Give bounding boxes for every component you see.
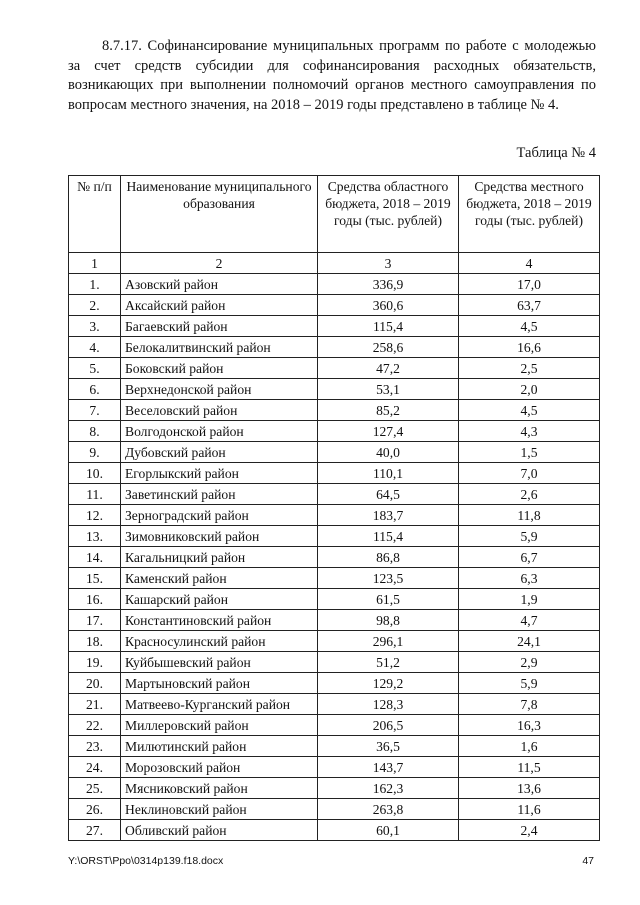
row-number: 14.: [69, 547, 121, 568]
column-index-row: [69, 253, 600, 274]
regional-budget-value: 258,6: [318, 337, 459, 358]
regional-budget-value: 336,9: [318, 274, 459, 295]
regional-budget-value: 360,6: [318, 295, 459, 316]
row-number: 25.: [69, 778, 121, 799]
table-caption: Таблица № 4: [516, 145, 596, 161]
row-number: 20.: [69, 673, 121, 694]
local-budget-value: 2,9: [459, 652, 600, 673]
header-regional: Средства областного бюджета, 2018 – 2019 годы (тыс. рублей): [318, 176, 459, 253]
regional-budget-value: 123,5: [318, 568, 459, 589]
regional-budget-value: 128,3: [318, 694, 459, 715]
header-name: Наименование муниципального образования: [121, 176, 318, 253]
local-budget-value: 6,3: [459, 568, 600, 589]
district-name: Азовский район: [121, 274, 318, 295]
district-name: Багаевский район: [121, 316, 318, 337]
regional-budget-value: 47,2: [318, 358, 459, 379]
regional-budget-value: 115,4: [318, 316, 459, 337]
local-budget-value: 7,8: [459, 694, 600, 715]
table-row: [69, 568, 600, 589]
row-number: 4.: [69, 337, 121, 358]
funding-table: [68, 175, 600, 841]
district-name: Боковский район: [121, 358, 318, 379]
local-budget-value: 1,5: [459, 442, 600, 463]
row-number: 13.: [69, 526, 121, 547]
row-number: 1.: [69, 274, 121, 295]
local-budget-value: 16,3: [459, 715, 600, 736]
regional-budget-value: 183,7: [318, 505, 459, 526]
row-number: 16.: [69, 589, 121, 610]
row-number: 19.: [69, 652, 121, 673]
regional-budget-value: 115,4: [318, 526, 459, 547]
regional-budget-value: 206,5: [318, 715, 459, 736]
local-budget-value: 5,9: [459, 526, 600, 547]
table-row: [69, 505, 600, 526]
row-number: 18.: [69, 631, 121, 652]
district-name: Зерноградский район: [121, 505, 318, 526]
regional-budget-value: 296,1: [318, 631, 459, 652]
row-number: 15.: [69, 568, 121, 589]
table-row: [69, 484, 600, 505]
local-budget-value: 1,6: [459, 736, 600, 757]
row-number: 26.: [69, 799, 121, 820]
district-name: Аксайский район: [121, 295, 318, 316]
regional-budget-value: 61,5: [318, 589, 459, 610]
row-number: 21.: [69, 694, 121, 715]
regional-budget-value: 53,1: [318, 379, 459, 400]
row-number: 23.: [69, 736, 121, 757]
district-name: Белокалитвинский район: [121, 337, 318, 358]
row-number: 17.: [69, 610, 121, 631]
table-row: [69, 400, 600, 421]
district-name: Верхнедонской район: [121, 379, 318, 400]
regional-budget-value: 36,5: [318, 736, 459, 757]
row-number: 11.: [69, 484, 121, 505]
table-row: [69, 736, 600, 757]
table-row: [69, 820, 600, 841]
table-row: [69, 442, 600, 463]
district-name: Заветинский район: [121, 484, 318, 505]
regional-budget-value: 64,5: [318, 484, 459, 505]
local-budget-value: 11,6: [459, 799, 600, 820]
regional-budget-value: 98,8: [318, 610, 459, 631]
row-number: 8.: [69, 421, 121, 442]
district-name: Дубовский район: [121, 442, 318, 463]
row-number: 2.: [69, 295, 121, 316]
table-row: [69, 673, 600, 694]
district-name: Зимовниковский район: [121, 526, 318, 547]
page-number: 47: [582, 855, 594, 867]
table-row: [69, 631, 600, 652]
local-budget-value: 63,7: [459, 295, 600, 316]
district-name: Обливский район: [121, 820, 318, 841]
district-name: Каменский район: [121, 568, 318, 589]
index-cell: 3: [318, 253, 459, 274]
district-name: Константиновский район: [121, 610, 318, 631]
table-row: [69, 337, 600, 358]
local-budget-value: 11,8: [459, 505, 600, 526]
regional-budget-value: 129,2: [318, 673, 459, 694]
table-row: [69, 526, 600, 547]
table-row: [69, 799, 600, 820]
local-budget-value: 4,3: [459, 421, 600, 442]
index-cell: 1: [69, 253, 121, 274]
regional-budget-value: 127,4: [318, 421, 459, 442]
table-row: [69, 295, 600, 316]
district-name: Веселовский район: [121, 400, 318, 421]
row-number: 7.: [69, 400, 121, 421]
row-number: 9.: [69, 442, 121, 463]
local-budget-value: 2,6: [459, 484, 600, 505]
regional-budget-value: 110,1: [318, 463, 459, 484]
local-budget-value: 1,9: [459, 589, 600, 610]
district-name: Милютинский район: [121, 736, 318, 757]
row-number: 3.: [69, 316, 121, 337]
regional-budget-value: 162,3: [318, 778, 459, 799]
local-budget-value: 11,5: [459, 757, 600, 778]
district-name: Красносулинский район: [121, 631, 318, 652]
row-number: 24.: [69, 757, 121, 778]
district-name: Неклиновский район: [121, 799, 318, 820]
table-row: [69, 610, 600, 631]
row-number: 27.: [69, 820, 121, 841]
row-number: 22.: [69, 715, 121, 736]
local-budget-value: 17,0: [459, 274, 600, 295]
regional-budget-value: 51,2: [318, 652, 459, 673]
row-number: 12.: [69, 505, 121, 526]
regional-budget-value: 60,1: [318, 820, 459, 841]
table-row: [69, 757, 600, 778]
local-budget-value: 4,7: [459, 610, 600, 631]
header-row: [69, 176, 600, 253]
index-cell: 2: [121, 253, 318, 274]
table-row: [69, 547, 600, 568]
regional-budget-value: 86,8: [318, 547, 459, 568]
local-budget-value: 4,5: [459, 400, 600, 421]
district-name: Кашарский район: [121, 589, 318, 610]
local-budget-value: 4,5: [459, 316, 600, 337]
district-name: Кагальницкий район: [121, 547, 318, 568]
table-row: [69, 694, 600, 715]
local-budget-value: 2,5: [459, 358, 600, 379]
district-name: Мартыновский район: [121, 673, 318, 694]
local-budget-value: 2,0: [459, 379, 600, 400]
district-name: Волгодонской район: [121, 421, 318, 442]
index-cell: 4: [459, 253, 600, 274]
row-number: 5.: [69, 358, 121, 379]
table-row: [69, 421, 600, 442]
table-row: [69, 652, 600, 673]
row-number: 10.: [69, 463, 121, 484]
district-name: Мясниковский район: [121, 778, 318, 799]
district-name: Морозовский район: [121, 757, 318, 778]
table-row: [69, 274, 600, 295]
local-budget-value: 2,4: [459, 820, 600, 841]
local-budget-value: 13,6: [459, 778, 600, 799]
table-row: [69, 463, 600, 484]
regional-budget-value: 143,7: [318, 757, 459, 778]
regional-budget-value: 85,2: [318, 400, 459, 421]
district-name: Егорлыкский район: [121, 463, 318, 484]
local-budget-value: 6,7: [459, 547, 600, 568]
table-row: [69, 316, 600, 337]
header-local: Средства местного бюджета, 2018 – 2019 годы (тыс. рублей): [459, 176, 600, 253]
table-row: [69, 358, 600, 379]
district-name: Матвеево-Курганский район: [121, 694, 318, 715]
local-budget-value: 24,1: [459, 631, 600, 652]
local-budget-value: 5,9: [459, 673, 600, 694]
local-budget-value: 16,6: [459, 337, 600, 358]
table-row: [69, 715, 600, 736]
table-row: [69, 379, 600, 400]
regional-budget-value: 263,8: [318, 799, 459, 820]
local-budget-value: 7,0: [459, 463, 600, 484]
district-name: Миллеровский район: [121, 715, 318, 736]
row-number: 6.: [69, 379, 121, 400]
footer-file-path: Y:\ORST\Ppo\0314p139.f18.docx: [68, 855, 224, 867]
table-row: [69, 778, 600, 799]
district-name: Куйбышевский район: [121, 652, 318, 673]
table-row: [69, 589, 600, 610]
header-num: № п/п: [69, 176, 121, 253]
intro-paragraph: 8.7.17. Софинансирование муниципальных программ по работе с молодежью за счет средств субсидии для софинансирования расходных обязательств, возникающих при выполнении полномочий органов местного самоуправления по вопросам местного значения, на 2018 – 2019 годы представлено в таблице № 4.: [68, 38, 596, 113]
regional-budget-value: 40,0: [318, 442, 459, 463]
